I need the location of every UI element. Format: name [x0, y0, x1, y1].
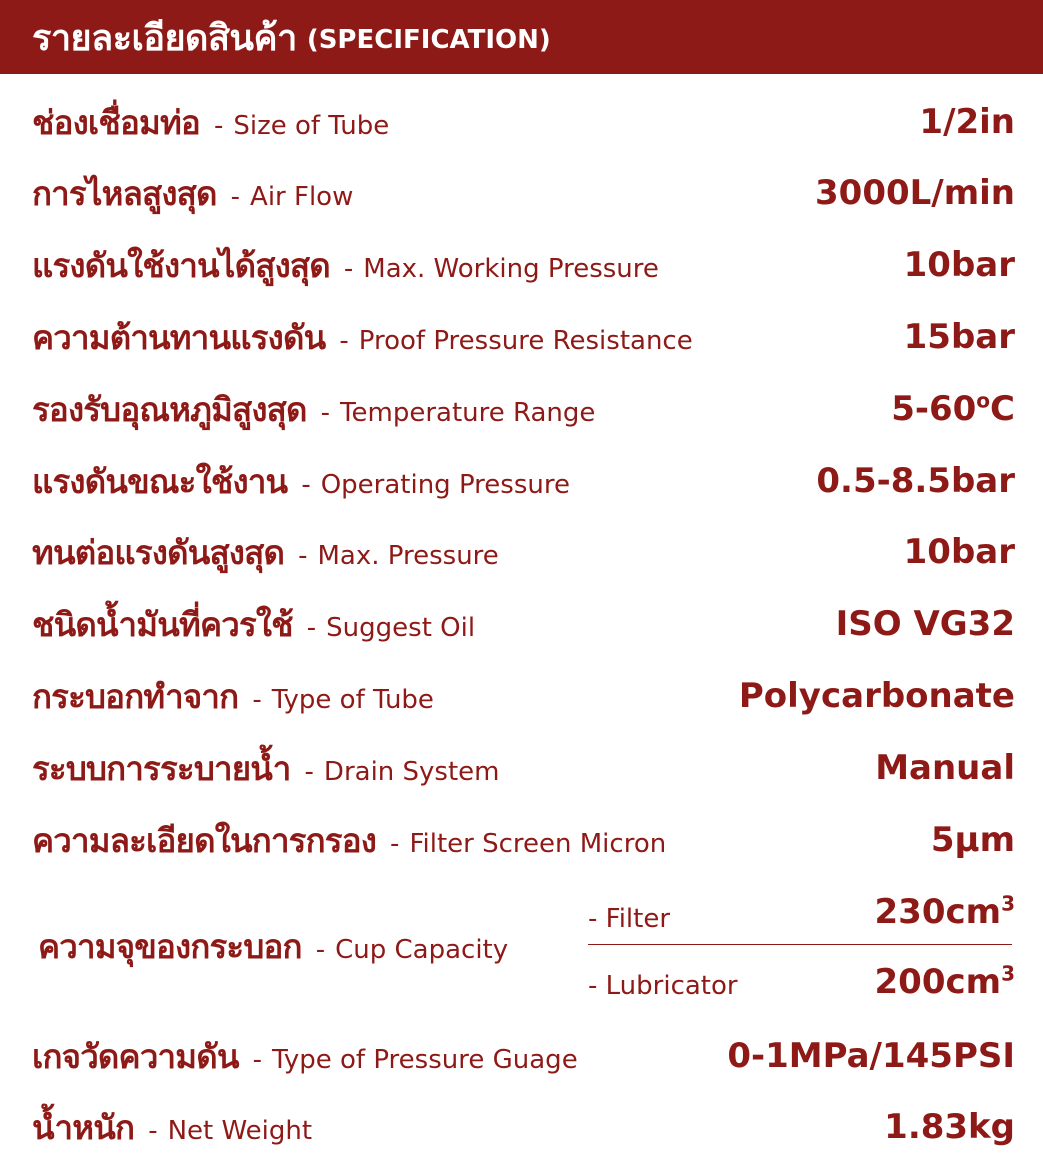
spec-dash: -	[315, 935, 326, 965]
spec-label-th: แรงดันใช้งานได้สูงสุด	[32, 245, 330, 285]
spec-dash: -	[320, 397, 331, 428]
spec-row-air-flow	[0, 157, 1043, 229]
spec-label-th: ช่องเชื่อมท่อ	[32, 102, 200, 142]
spec-label-th: ชนิดน้ำมันที่ควรใช้	[32, 604, 293, 644]
spec-label-th: รองรับอุณหภูมิสูงสุด	[32, 389, 307, 429]
spec-row-net-weight	[0, 1091, 1043, 1163]
spec-label-en: Type of Tube	[271, 684, 434, 715]
spec-dash: -	[298, 540, 308, 571]
spec-row-temperature	[0, 373, 1043, 445]
spec-label-th: ความต้านทานแรงดัน	[32, 317, 326, 357]
spec-value: Manual	[875, 748, 1015, 788]
cup-lubricator-label: - Lubricator	[588, 971, 738, 1001]
spec-label-en: Type of Pressure Guage	[272, 1044, 578, 1075]
spec-label-th: ทนต่อแรงดันสูงสุด	[32, 532, 285, 572]
cup-filter-value-main: 230cm	[874, 892, 1002, 932]
spec-value: 15bar	[903, 317, 1015, 357]
spec-value: 1/2in	[919, 102, 1015, 142]
spec-row-pressure-gauge	[0, 1020, 1043, 1092]
spec-label-th: เกจวัดความดัน	[32, 1036, 239, 1076]
spec-dash: -	[230, 181, 241, 212]
spec-label-th: ความจุของกระบอก	[38, 927, 302, 966]
spec-label-en: Max. Pressure	[317, 540, 499, 571]
spec-value: 1.83kg	[884, 1107, 1015, 1147]
spec-label-th: แรงดันขณะใช้งาน	[32, 461, 288, 501]
spec-value: 5μm	[930, 820, 1015, 860]
spec-label-en: Suggest Oil	[326, 612, 476, 643]
cup-filter-sup: 3	[1001, 891, 1015, 916]
spec-row-drain-system	[0, 732, 1043, 804]
header-title-th: รายละเอียดสินค้า	[32, 17, 297, 59]
spec-row-max-pressure	[0, 516, 1043, 588]
spec-row-filter-micron	[0, 804, 1043, 876]
spec-label-th: ความละเอียดในการกรอง	[32, 820, 377, 860]
spec-label-th: การไหลสูงสุด	[32, 173, 217, 213]
spec-row-max-working-pressure	[0, 229, 1043, 301]
spec-label-th: ระบบการระบายน้ำ	[32, 748, 291, 788]
spec-value: 3000L/min	[815, 173, 1015, 213]
spec-dash: -	[213, 110, 224, 141]
spec-row-proof-pressure	[0, 301, 1043, 373]
spec-value: ISO VG32	[835, 604, 1015, 644]
spec-row-cup-capacity	[0, 880, 1043, 1010]
spec-dash: -	[306, 612, 317, 643]
spec-value: Polycarbonate	[738, 676, 1015, 716]
spec-label-en: Cup Capacity	[335, 935, 509, 965]
spec-dash: -	[148, 1115, 158, 1146]
spec-dash: -	[252, 1044, 263, 1075]
spec-dash: -	[343, 253, 354, 284]
cup-lubricator-value-main: 200cm	[874, 962, 1002, 1002]
spec-label-en: Operating Pressure	[320, 469, 570, 500]
spec-dash: -	[252, 684, 262, 715]
spec-dash: -	[304, 756, 314, 787]
spec-value-main: 5-60	[891, 389, 977, 429]
cup-divider	[588, 944, 1012, 945]
spec-value: 10bar	[903, 245, 1015, 285]
spec-row-tube-size	[0, 86, 1043, 158]
header-title-en: (SPECIFICATION)	[306, 25, 551, 55]
cup-filter-value	[875, 892, 1015, 932]
spec-value: 0-1MPa/145PSI	[727, 1036, 1015, 1076]
spec-label-th: น้ำหนัก	[32, 1107, 135, 1147]
spec-dash: -	[301, 469, 311, 500]
spec-value	[891, 389, 1015, 429]
spec-label-en: Filter Screen Micron	[409, 828, 667, 859]
spec-value: 0.5-8.5bar	[816, 461, 1015, 501]
spec-label-th: กระบอกทำจาก	[32, 676, 239, 716]
cup-lubricator-value	[875, 962, 1015, 1002]
spec-label-en: Air Flow	[250, 181, 354, 212]
degree-sup: o	[976, 388, 991, 413]
spec-label-en: Max. Working Pressure	[363, 253, 659, 284]
spec-value: 10bar	[903, 532, 1015, 572]
spec-value-unit: C	[990, 389, 1015, 429]
cup-lubricator-sup: 3	[1001, 961, 1015, 986]
spec-row-operating-pressure	[0, 445, 1043, 517]
spec-row-tube-type	[0, 660, 1043, 732]
spec-dash: -	[339, 325, 349, 356]
spec-label-en: Temperature Range	[340, 397, 596, 428]
spec-row-suggest-oil	[0, 588, 1043, 660]
spec-dash: -	[390, 828, 400, 859]
spec-label-en: Drain System	[323, 756, 500, 787]
cup-filter-label: - Filter	[588, 904, 671, 934]
spec-header	[0, 0, 1043, 74]
spec-label-en: Proof Pressure Resistance	[358, 325, 693, 356]
spec-label-en: Net Weight	[167, 1115, 313, 1146]
spec-label-en: Size of Tube	[233, 110, 390, 141]
